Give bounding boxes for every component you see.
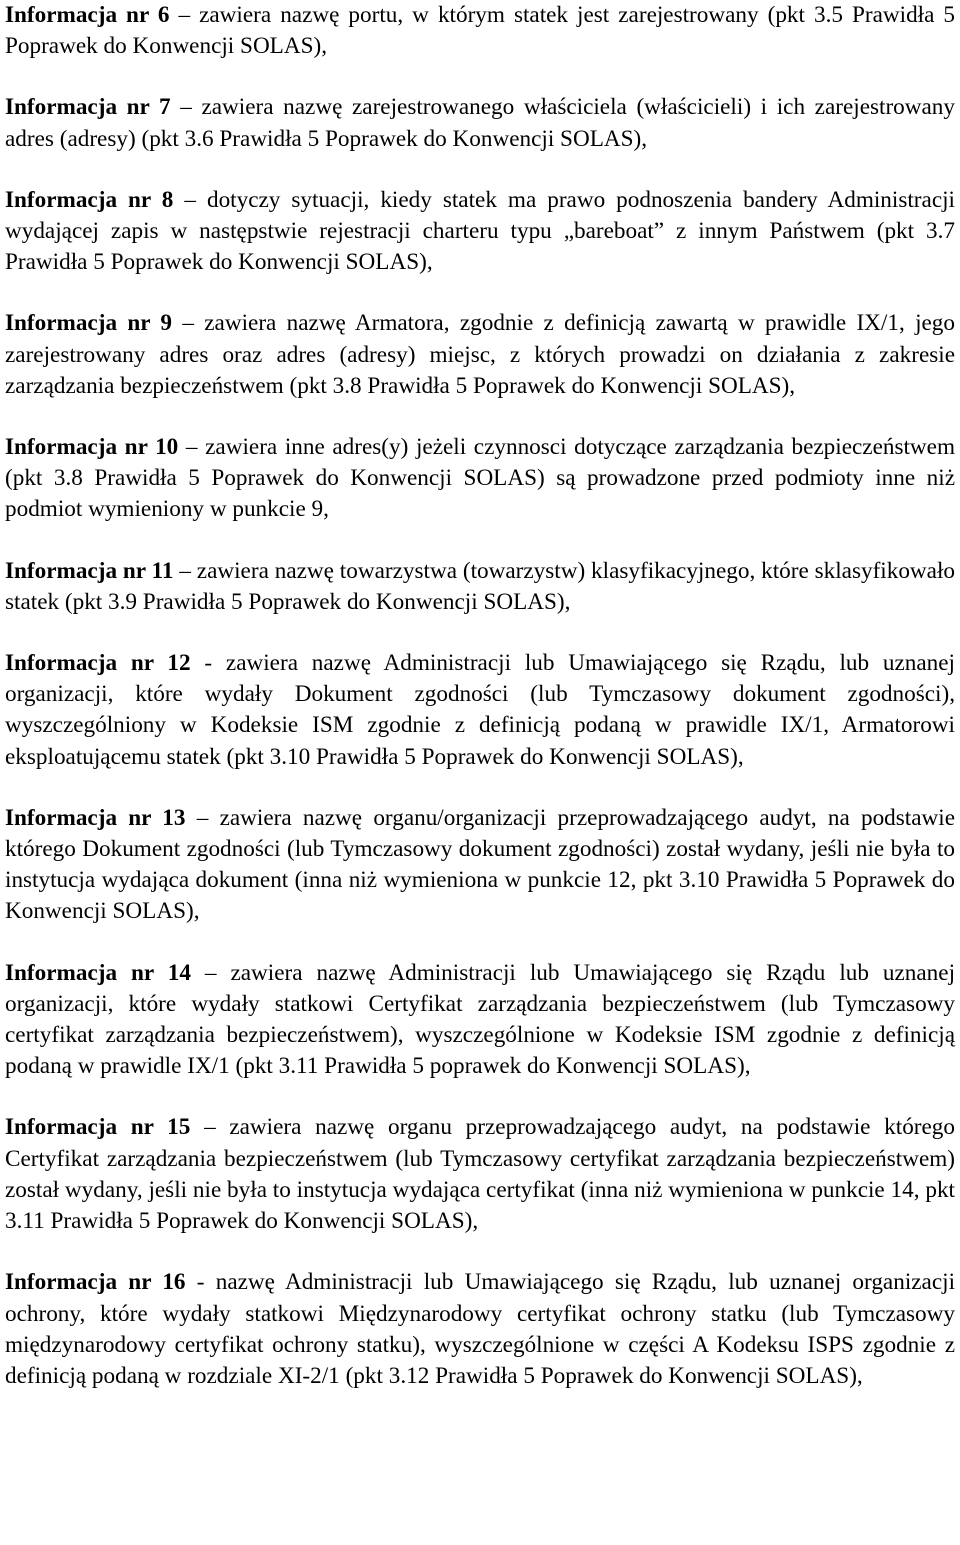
info-entry-6	[5, 0, 955, 62]
info-label: Informacja nr 6	[5, 2, 170, 28]
info-text: – zawiera inne adres(y) jeżeli czynnosci dotyczące zarządzania bezpieczeństwem (pkt 3.8 Prawidła 5 Poprawek do Konwencji SOLAS) są prowadzone przed podmioty inne niż podmiot wymieniony w punkcie 9,	[5, 434, 956, 523]
info-text: – zawiera nazwę organu przeprowadzającego audyt, na podstawie którego Certyfikat zarządzania bezpieczeństwem (lub Tymczasowy certyfikat zarządzania bezpieczeństwem) został wydany, jeśli nie była to instytucja wydająca certyfikat (inna niż wymieniona w punkcie 14, pkt 3.11 Prawidła 5 Poprawek do Konwencji SOLAS),	[5, 1114, 955, 1235]
info-entry-16	[5, 1267, 955, 1392]
info-label: Informacja nr 10	[5, 434, 179, 461]
info-text: – zawiera nazwę Administracji lub Umawiającego się Rządu lub uznanej organizacji, które wydały statkowi Certyfikat zarządzania bezpieczeństwem (lub Tymczasowy certyfikat zarządzania bezpieczeństwem), wyszczególnione w Kodeksie ISM zgodnie z definicją podaną w prawidle IX/1 (pkt 3.11 Prawidła 5 poprawek do Konwencji SOLAS),	[5, 959, 956, 1080]
info-entry-10	[5, 432, 955, 526]
info-text: – zawiera nazwę towarzystwa (towarzystw) klasyfikacyjnego, które sklasyfikowało statek (pkt 3.9 Prawidła 5 Poprawek do Konwencji SOLAS),	[5, 557, 956, 615]
info-entry-7	[5, 92, 955, 154]
info-text: – zawiera nazwę Armatora, zgodnie z definicją zawartą w prawidle IX/1, jego zarejestrowany adres oraz adres (adresy) miejsc, z których prowadzi on działania z zakresie zarządzania bezpieczeństwem (pkt 3.8 Prawidła 5 Poprawek do Konwencji SOLAS),	[5, 310, 955, 399]
info-entry-13	[5, 803, 955, 928]
info-label: Informacja nr 14	[5, 959, 191, 986]
info-text: - zawiera nazwę Administracji lub Umawiającego się Rządu, lub uznanej organizacji, które wydały Dokument zgodności (lub Tymczasowy dokument zgodności), wyszczególniony w Kodeksie ISM zgodnie z definicją podaną w prawidle IX/1, Armatorowi eksploatującemu statek (pkt 3.10 Prawidła 5 Poprawek do Konwencji SOLAS),	[5, 650, 955, 770]
info-label: Informacja nr 13	[5, 804, 186, 831]
info-text: – dotyczy sytuacji, kiedy statek ma prawo podnoszenia bandery Administracji wydającej zapis w następstwie rejestracji charteru typu „bareboat” z innym Państwem (pkt 3.7 Prawidła 5 Poprawek do Konwencji SOLAS),	[5, 186, 955, 276]
info-text: – zawiera nazwę portu, w którym statek jest zarejestrowany (pkt 3.5 Prawidła 5 Poprawek do Konwencji SOLAS),	[5, 2, 956, 60]
info-label: Informacja nr 8	[5, 186, 174, 213]
info-entry-9	[5, 308, 955, 402]
info-label: Informacja nr 15	[5, 1114, 191, 1141]
info-label: Informacja nr 16	[5, 1269, 186, 1296]
info-text: – zawiera nazwę organu/organizacji przeprowadzającego audyt, na podstawie którego Dokument zgodności (lub Tymczasowy dokument zgodności) został wydany, jeśli nie była to instytucja wydająca dokument (inna niż wymieniona w punkcie 12, pkt 3.10 Prawidła 5 Poprawek do Konwencji SOLAS),	[5, 804, 956, 925]
info-label: Informacja nr 12	[5, 650, 191, 677]
info-entry-15	[5, 1112, 955, 1237]
info-entry-14	[5, 958, 955, 1083]
info-label: Informacja nr 11	[5, 557, 174, 584]
info-label: Informacja nr 7	[5, 94, 171, 121]
info-entry-8	[5, 185, 955, 279]
info-entry-11	[5, 556, 955, 618]
info-text: – zawiera nazwę zarejestrowanego właściciela (właścicieli) i ich zarejestrowany adres (adresy) (pkt 3.6 Prawidła 5 Poprawek do Konwencji SOLAS),	[5, 94, 955, 152]
document-page	[5, 0, 955, 1392]
info-text: - nazwę Administracji lub Umawiającego się Rządu, lub uznanej organizacji ochrony, które wydały statkowi Międzynarodowy certyfikat ochrony statku (lub Tymczasowy międzynarodowy certyfikat ochrony statku), wyszczególnione w części A Kodeksu ISPS zgodnie z definicją podaną w rozdziale XI-2/1 (pkt 3.12 Prawidła 5 Poprawek do Konwencji SOLAS),	[5, 1269, 956, 1389]
info-entry-12	[5, 648, 955, 773]
info-label: Informacja nr 9	[5, 310, 173, 337]
